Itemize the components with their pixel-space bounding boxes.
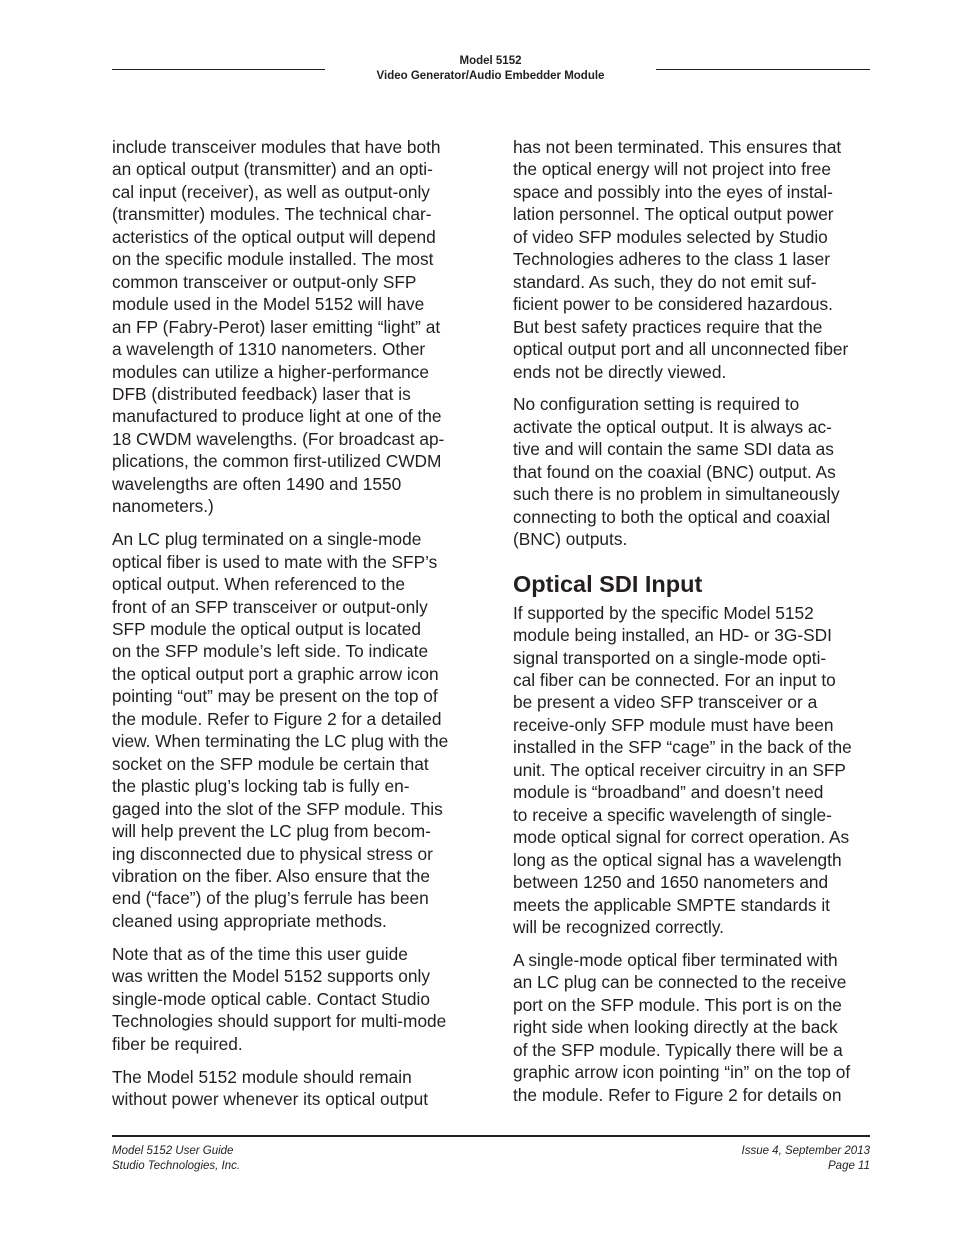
text-line: ing disconnected due to physical stress or — [112, 843, 433, 864]
text-line: end (“face”) of the plug’s ferrule has been — [112, 888, 429, 909]
text-line: pointing “out” may be present on the top of — [112, 686, 438, 707]
text-line: of the SFP module. Typically there will be a — [513, 1039, 843, 1060]
text-line: space and possibly into the eyes of instal- — [513, 181, 833, 202]
text-line: common transceiver or output-only SFP — [112, 271, 417, 292]
text-line: gaged into the slot of the SFP module. This — [112, 798, 443, 819]
text-line: signal transported on a single-mode opti- — [513, 647, 827, 668]
text-line: the optical energy will not project into free — [513, 159, 831, 180]
section-heading: Optical SDI Input — [513, 570, 703, 597]
text-line: without power whenever its optical output — [112, 1089, 429, 1110]
text-line: ficient power to be considered hazardous. — [513, 294, 833, 315]
text-line: was written the Model 5152 supports only — [112, 966, 430, 987]
text-line: that found on the coaxial (BNC) output. As — [513, 461, 836, 482]
text-line: cleaned using appropriate methods. — [112, 910, 387, 931]
paragraph — [112, 1066, 478, 1111]
text-line: will help prevent the LC plug from becom- — [112, 821, 431, 842]
text-line: lation personnel. The optical output power — [513, 204, 834, 225]
text-line: ends not be directly viewed. — [513, 361, 727, 382]
text-line: the plastic plug’s locking tab is fully en- — [112, 776, 410, 797]
text-line: receive-only SFP module must have been — [513, 714, 834, 735]
text-line: (BNC) outputs. — [513, 529, 628, 550]
header-rule-right — [656, 69, 870, 70]
text-line: cal input (receiver), as well as output-only — [112, 181, 430, 202]
text-line: 18 CWDM wavelengths. (For broadcast ap- — [112, 428, 445, 449]
text-line: between 1250 and 1650 nanometers and — [513, 872, 829, 893]
text-line: an FP (Fabry-Perot) laser emitting “light” at — [112, 316, 441, 337]
text-line: the optical output port a graphic arrow icon — [112, 663, 439, 684]
text-line: (transmitter) modules. The technical char- — [112, 204, 432, 225]
text-line: Note that as of the time this user guide — [112, 943, 408, 964]
text-line: connecting to both the optical and coaxial — [513, 506, 831, 527]
text-line: module being installed, an HD- or 3G-SDI — [513, 625, 832, 646]
text-line: graphic arrow icon pointing “in” on the top of — [513, 1062, 851, 1083]
text-line: long as the optical signal has a wavelength — [513, 849, 842, 870]
text-line: If supported by the specific Model 5152 — [513, 602, 814, 623]
text-line: the module. Refer to Figure 2 for a detailed — [112, 708, 442, 729]
footer-issue: Issue 4, September 2013 — [741, 1145, 870, 1157]
text-line: module is “broadband” and doesn’t need — [513, 782, 824, 803]
text-line: manufactured to produce light at one of the — [112, 406, 442, 427]
text-line: plications, the common first-utilized CWDM — [112, 451, 442, 472]
text-line: socket on the SFP module be certain that — [112, 753, 429, 774]
footer-guide-title: Model 5152 User Guide — [112, 1145, 234, 1157]
text-line: to receive a specific wavelength of single- — [513, 804, 832, 825]
paragraph — [112, 528, 478, 932]
footer-rule — [112, 1135, 870, 1137]
text-line: But best safety practices require that the — [513, 316, 823, 337]
text-line: will be recognized correctly. — [513, 917, 724, 937]
paragraph — [513, 136, 881, 383]
text-line: port on the SFP module. This port is on the — [513, 994, 842, 1015]
text-line: on the SFP module’s left side. To indicate — [112, 641, 429, 662]
header-rule-left — [112, 69, 325, 70]
text-line: module used in the Model 5152 will have — [112, 294, 425, 315]
right-column — [513, 136, 881, 1117]
header-model: Model 5152 — [459, 55, 522, 67]
footer-company: Studio Technologies, Inc. — [112, 1160, 241, 1172]
text-line: of video SFP modules selected by Studio — [513, 226, 828, 247]
text-line: No configuration setting is required to — [513, 394, 800, 415]
text-line: vibration on the fiber. Also ensure that the — [112, 866, 430, 886]
text-line: an optical output (transmitter) and an opti- — [112, 159, 433, 180]
paragraph — [513, 949, 881, 1106]
paragraph — [513, 602, 881, 939]
text-line: acteristics of the optical output will depend — [112, 226, 436, 247]
text-line: standard. As such, they do not emit suf- — [513, 271, 817, 292]
text-line: has not been terminated. This ensures that — [513, 137, 842, 157]
footer-right — [742, 1144, 871, 1174]
footer-page-number: Page 11 — [828, 1160, 870, 1172]
left-column — [112, 136, 478, 1121]
text-line: such there is no problem in simultaneously — [513, 484, 840, 505]
text-line: tive and will contain the same SDI data as — [513, 439, 834, 460]
paragraph — [112, 943, 478, 1055]
text-line: optical output port and all unconnected fiber — [513, 339, 849, 360]
text-line: Technologies should support for multi-mode — [112, 1011, 447, 1032]
text-line: The Model 5152 module should remain — [112, 1066, 412, 1087]
text-line: installed in the SFP “cage” in the back of the — [513, 737, 852, 758]
paragraph — [513, 393, 881, 550]
text-line: on the specific module installed. The most — [112, 249, 434, 270]
text-line: unit. The optical receiver circuitry in an SFP — [513, 759, 846, 780]
text-line: fiber be required. — [112, 1033, 243, 1054]
footer-left — [112, 1144, 240, 1174]
text-line: wavelengths are often 1490 and 1550 — [112, 473, 402, 494]
text-line: SFP module the optical output is located — [112, 619, 422, 640]
text-line: nanometers.) — [112, 496, 214, 517]
text-line: mode optical signal for correct operation. As — [513, 827, 850, 848]
text-line: an LC plug can be connected to the receive — [513, 972, 847, 993]
page-header — [325, 54, 656, 84]
text-line: Technologies adheres to the class 1 laser — [513, 249, 831, 270]
text-line: view. When terminating the LC plug with the — [112, 731, 449, 752]
header-subtitle: Video Generator/Audio Embedder Module — [376, 70, 605, 82]
text-line: optical fiber is used to mate with the SFP’s — [112, 551, 438, 572]
text-line: cal fiber can be connected. For an input to — [513, 670, 836, 691]
text-line: DFB (distributed feedback) laser that is — [112, 383, 411, 404]
text-line: meets the applicable SMPTE standards it — [513, 894, 830, 915]
text-line: activate the optical output. It is always ac- — [513, 416, 832, 437]
text-line: right side when looking directly at the back — [513, 1017, 838, 1038]
text-line: single-mode optical cable. Contact Studio — [112, 988, 430, 1009]
text-line: A single-mode optical fiber terminated with — [513, 949, 838, 970]
text-line: include transceiver modules that have both — [112, 137, 441, 157]
text-line: front of an SFP transceiver or output-only — [112, 596, 428, 617]
text-line: optical output. When referenced to the — [112, 574, 406, 595]
text-line: a wavelength of 1310 nanometers. Other — [112, 339, 426, 360]
text-line: be present a video SFP transceiver or a — [513, 692, 818, 713]
paragraph — [112, 136, 478, 518]
text-line: the module. Refer to Figure 2 for details on — [513, 1084, 842, 1105]
text-line: modules can utilize a higher-performance — [112, 361, 429, 382]
text-line: An LC plug terminated on a single-mode — [112, 529, 422, 550]
